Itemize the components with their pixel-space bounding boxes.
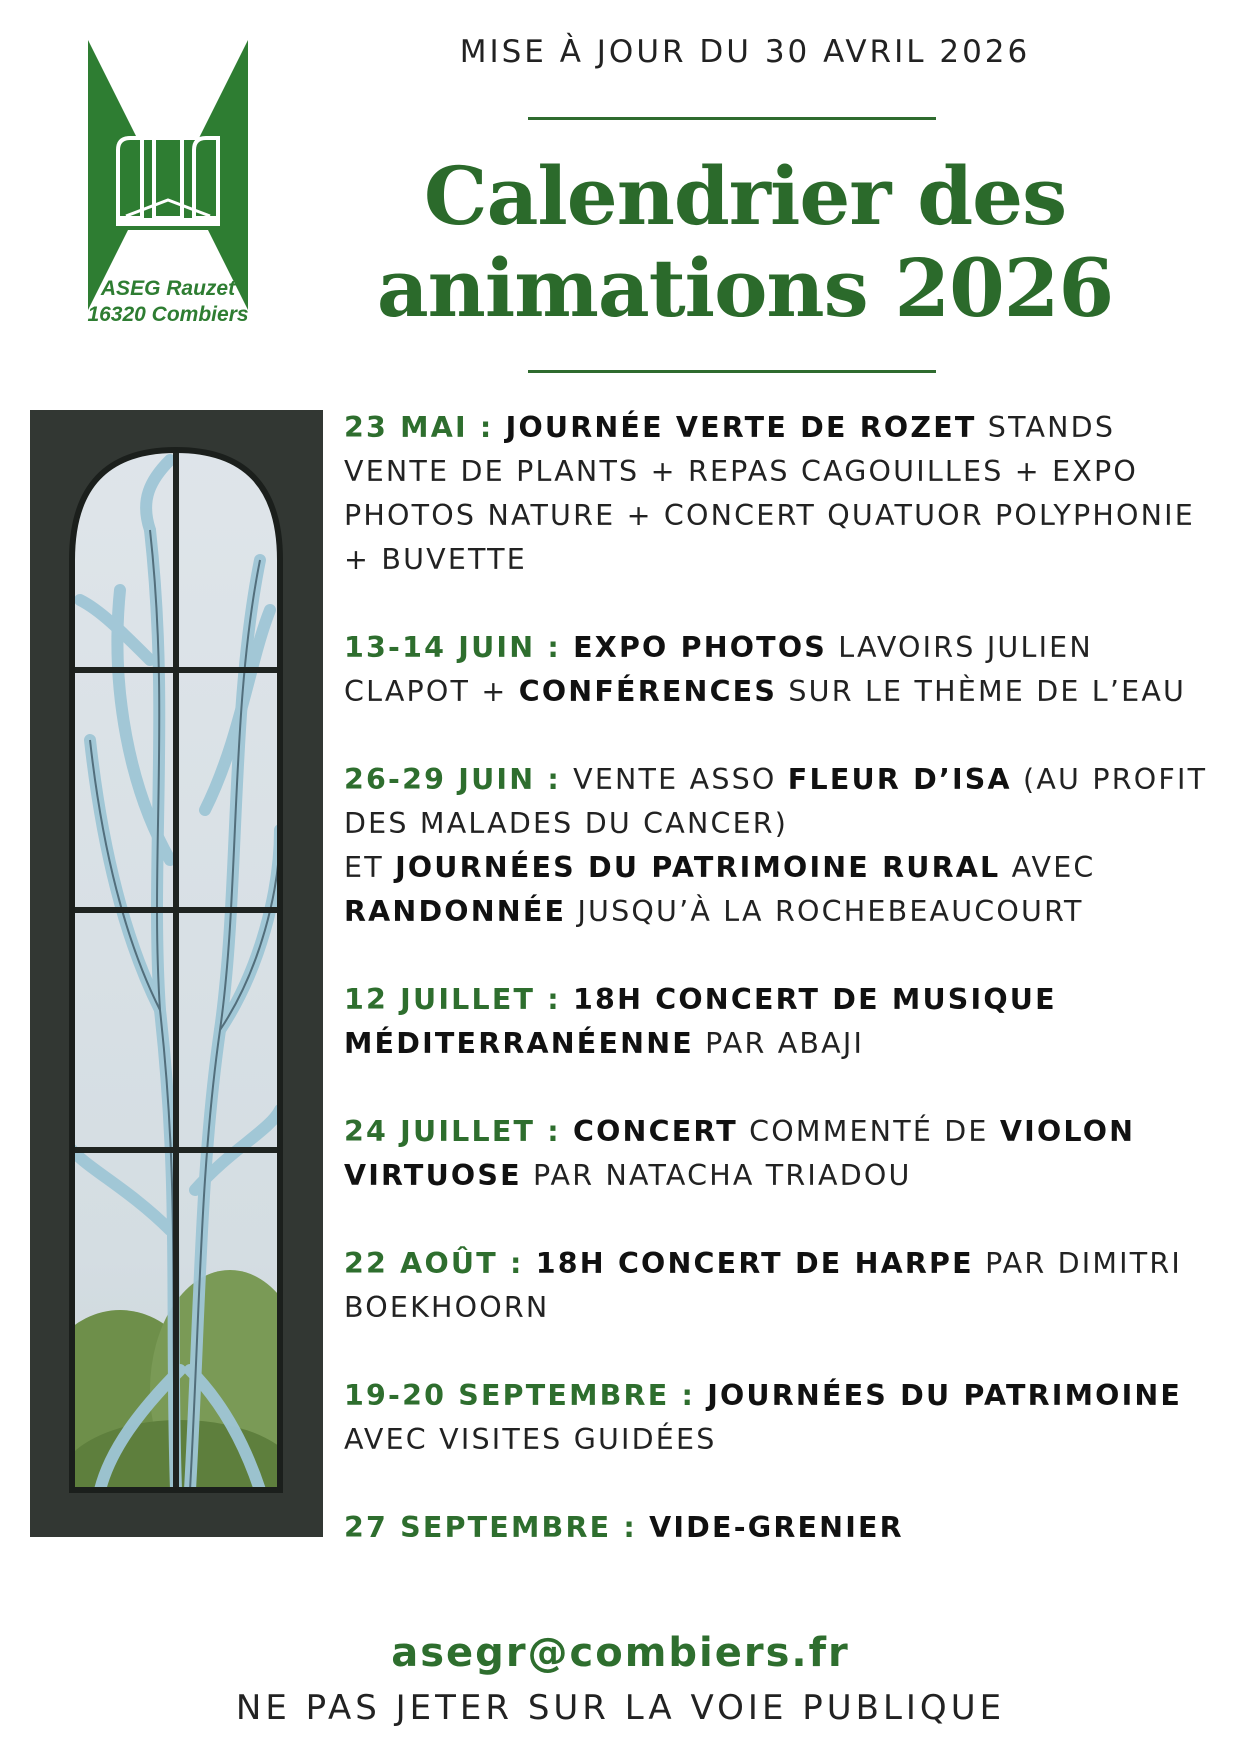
- event-text: PAR DIMITRI BOEKHOORN: [344, 1247, 1182, 1324]
- event-text: SUR LE THÈME DE L’EAU: [777, 675, 1187, 708]
- contact-email[interactable]: asegr@combiers.fr: [391, 1630, 850, 1676]
- bottom-divider: [528, 370, 936, 373]
- top-divider: [528, 117, 936, 120]
- event-highlight: VIOLON VIRTUOSE: [344, 1115, 1136, 1192]
- stained-glass-window-photo: [30, 410, 323, 1537]
- title-line-2: animations 2026: [376, 241, 1114, 335]
- event-date: 13-14 JUIN :: [344, 631, 574, 664]
- event-text: LAVOIRS JULIEN CLAPOT +: [344, 631, 1093, 708]
- lavoir-logo-icon: [78, 40, 258, 310]
- event-highlight: JOURNÉE VERTE DE ROZET: [505, 411, 977, 444]
- logo-name: ASEG Rauzet: [100, 277, 236, 300]
- logo-address: 16320 Combiers: [87, 303, 249, 326]
- event-date: 24 JUILLET :: [344, 1115, 574, 1148]
- page-title: [330, 150, 1160, 334]
- event-text: (AU PROFIT DES MALADES DU CANCER): [344, 763, 1208, 840]
- event-highlight: 18H CONCERT DE HARPE: [535, 1247, 974, 1280]
- footer-notice: NE PAS JETER SUR LA VOIE PUBLIQUE: [235, 1688, 1006, 1728]
- event-item: [344, 1506, 1224, 1550]
- event-highlight: 18H CONCERT DE MUSIQUE MÉDITERRANÉENNE: [344, 983, 1057, 1060]
- events-list: [344, 406, 1224, 1594]
- event-text: ET: [344, 851, 396, 884]
- event-highlight: JOURNÉES DU PATRIMOINE: [707, 1379, 1183, 1412]
- event-item: [344, 978, 1224, 1066]
- event-text: COMMENTÉ DE: [737, 1115, 1000, 1148]
- event-text: PAR ABAJI: [693, 1027, 865, 1060]
- event-date: 19-20 SEPTEMBRE :: [344, 1379, 708, 1412]
- event-date: 12 JUILLET :: [344, 983, 574, 1016]
- event-highlight: JOURNÉES DU PATRIMOINE RURAL: [395, 851, 1001, 884]
- event-highlight: CONCERT: [573, 1115, 738, 1148]
- event-highlight: RANDONNÉE: [344, 895, 567, 928]
- event-highlight: EXPO PHOTOS: [573, 631, 827, 664]
- event-item: [344, 758, 1224, 934]
- event-item: [344, 1110, 1224, 1198]
- event-date: 22 AOÛT :: [344, 1247, 536, 1280]
- event-text: PAR NATACHA TRIADOU: [521, 1159, 912, 1192]
- event-text: VENTE ASSO: [573, 763, 788, 796]
- event-item: [344, 1374, 1224, 1462]
- event-item: [344, 406, 1224, 582]
- event-text: STANDS VENTE DE PLANTS + REPAS CAGOUILLES + EXPO PHOTOS NATURE + CONCERT QUATUOR POLYPHONIE + BUVETTE: [344, 411, 1195, 576]
- event-text: AVEC VISITES GUIDÉES: [344, 1423, 717, 1456]
- event-highlight: FLEUR D’ISA: [787, 763, 1012, 796]
- event-text: JUSQU’À LA ROCHEBEAUCOURT: [566, 895, 1084, 928]
- stained-glass-tree-icon: [30, 410, 323, 1537]
- event-item: [344, 626, 1224, 714]
- event-text: AVEC: [1000, 851, 1096, 884]
- event-highlight: VIDE-GRENIER: [649, 1511, 904, 1544]
- event-date: 23 MAI :: [344, 411, 506, 444]
- event-date: 26-29 JUIN :: [344, 763, 574, 796]
- association-logo: [78, 40, 258, 370]
- update-date: MISE À JOUR DU 30 AVRIL 2026: [459, 34, 1031, 70]
- title-line-1: Calendrier des: [423, 149, 1067, 243]
- event-highlight: CONFÉRENCES: [518, 675, 778, 708]
- event-item: [344, 1242, 1224, 1330]
- event-date: 27 SEPTEMBRE :: [344, 1511, 650, 1544]
